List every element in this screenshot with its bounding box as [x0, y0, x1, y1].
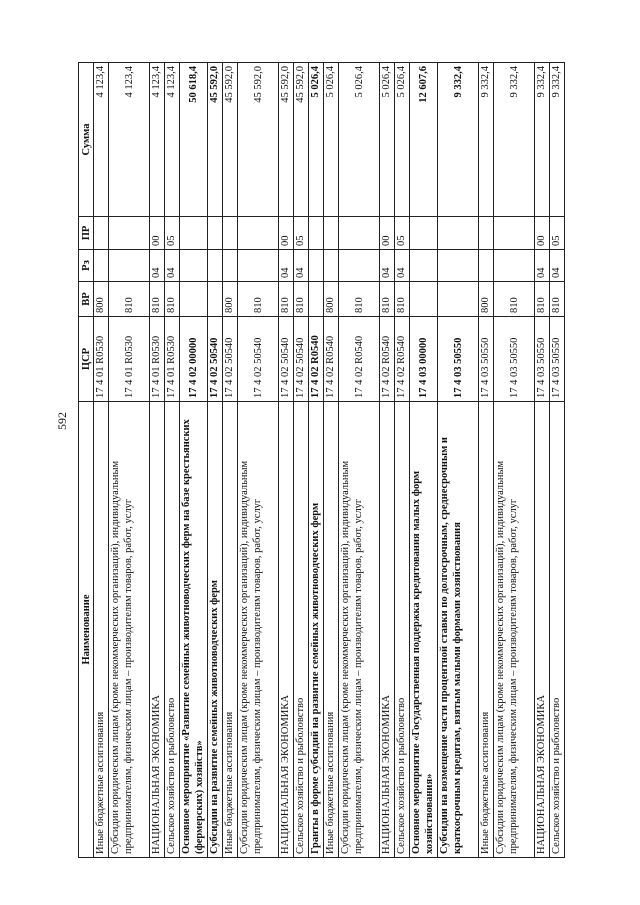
row-vr: 810: [395, 282, 410, 317]
row-csr: 17 4 02 50540: [294, 317, 309, 402]
rotated-table-container: [78, 63, 576, 858]
row-pr: 05: [395, 217, 410, 250]
row-name: Сельское хозяйство и рыболовство: [550, 402, 565, 858]
row-csr: 17 4 03 50550: [550, 317, 565, 402]
row-pr: [438, 217, 479, 250]
row-pr: 00: [380, 217, 395, 250]
row-sum: 9 332,4: [550, 63, 565, 217]
table-row: [180, 63, 208, 858]
table-row: [150, 63, 165, 858]
row-sum: 5 026,4: [324, 63, 339, 217]
table-row: [94, 63, 109, 858]
header-sum: Сумма: [79, 63, 94, 217]
row-pr: [109, 217, 150, 250]
row-name: Сельское хозяйство и рыболовство: [395, 402, 410, 858]
table-row: [438, 63, 479, 858]
row-rz: 04: [165, 250, 180, 282]
row-pr: [494, 217, 535, 250]
table-row: [410, 63, 438, 858]
row-rz: [109, 250, 150, 282]
row-csr: 17 4 02 R0540: [324, 317, 339, 402]
row-csr: 17 4 02 R0540: [395, 317, 410, 402]
row-pr: 05: [165, 217, 180, 250]
row-csr: 17 4 02 00000: [180, 317, 208, 402]
table-row: [479, 63, 494, 858]
row-pr: [180, 217, 208, 250]
row-pr: 05: [294, 217, 309, 250]
row-name: Сельское хозяйство и рыболовство: [294, 402, 309, 858]
row-rz: [324, 250, 339, 282]
row-csr: 17 4 03 50550: [479, 317, 494, 402]
row-csr: 17 4 02 50540: [223, 317, 238, 402]
row-sum: 9 332,4: [438, 63, 479, 217]
row-rz: [438, 250, 479, 282]
table-row: [109, 63, 150, 858]
row-sum: 50 618,4: [180, 63, 208, 217]
row-sum: 5 026,4: [380, 63, 395, 217]
header-vr: ВР: [79, 282, 94, 317]
row-pr: 05: [550, 217, 565, 250]
row-rz: 04: [535, 250, 550, 282]
row-csr: 17 4 02 R0540: [339, 317, 380, 402]
row-rz: [410, 250, 438, 282]
row-pr: [339, 217, 380, 250]
row-rz: 04: [550, 250, 565, 282]
row-sum: 4 123,4: [165, 63, 180, 217]
row-vr: [180, 282, 208, 317]
row-rz: 04: [294, 250, 309, 282]
row-vr: [309, 282, 324, 317]
row-sum: 5 026,4: [309, 63, 324, 217]
row-name: Субсидии на возмещение части процентной ставки по долгосрочным, среднесрочным и краткосрочным кредитам, взятым малыми формами хозяйствования: [438, 402, 479, 858]
table-row: [494, 63, 535, 858]
row-sum: 45 592,0: [238, 63, 279, 217]
row-vr: 810: [150, 282, 165, 317]
row-csr: 17 4 02 50540: [279, 317, 294, 402]
row-vr: 810: [279, 282, 294, 317]
row-name: НАЦИОНАЛЬНАЯ ЭКОНОМИКА: [380, 402, 395, 858]
row-vr: 810: [238, 282, 279, 317]
table-row: [294, 63, 309, 858]
table-body: [94, 63, 565, 858]
row-rz: [238, 250, 279, 282]
table-row: [309, 63, 324, 858]
row-name: НАЦИОНАЛЬНАЯ ЭКОНОМИКА: [279, 402, 294, 858]
table-row: [324, 63, 339, 858]
row-sum: 4 123,4: [94, 63, 109, 217]
row-sum: 4 123,4: [150, 63, 165, 217]
header-name: Наименование: [79, 402, 94, 858]
row-vr: [438, 282, 479, 317]
row-name: Гранты в форме субсидий на развитие семейных животноводческих ферм: [309, 402, 324, 858]
row-csr: 17 4 01 R0530: [94, 317, 109, 402]
row-name: Основное мероприятие «Развитие семейных животноводческих ферм на базе крестьянских (фермерских) хозяйств»: [180, 402, 208, 858]
row-sum: 9 332,4: [479, 63, 494, 217]
row-rz: [494, 250, 535, 282]
row-rz: [208, 250, 223, 282]
table-row: [395, 63, 410, 858]
row-vr: 810: [294, 282, 309, 317]
budget-table: [78, 62, 565, 858]
row-name: Иные бюджетные ассигнования: [324, 402, 339, 858]
row-pr: 00: [535, 217, 550, 250]
row-sum: 4 123,4: [109, 63, 150, 217]
row-name: Иные бюджетные ассигнования: [94, 402, 109, 858]
row-csr: 17 4 01 R0530: [165, 317, 180, 402]
row-pr: [223, 217, 238, 250]
row-name: Сельское хозяйство и рыболовство: [165, 402, 180, 858]
row-pr: 00: [150, 217, 165, 250]
row-pr: [309, 217, 324, 250]
row-pr: [94, 217, 109, 250]
row-rz: [223, 250, 238, 282]
table-row: [550, 63, 565, 858]
row-csr: 17 4 02 R0540: [309, 317, 324, 402]
row-sum: 5 026,4: [395, 63, 410, 217]
row-vr: 810: [535, 282, 550, 317]
table-row: [208, 63, 223, 858]
row-rz: [339, 250, 380, 282]
row-pr: 00: [279, 217, 294, 250]
row-name: Субсидии на развитие семейных животноводческих ферм: [208, 402, 223, 858]
page-number: 592: [55, 412, 69, 430]
row-csr: 17 4 02 50540: [238, 317, 279, 402]
row-name: НАЦИОНАЛЬНАЯ ЭКОНОМИКА: [150, 402, 165, 858]
row-csr: 17 4 03 00000: [410, 317, 438, 402]
row-name: Субсидии юридическим лицам (кроме некоммерческих организаций), индивидуальным предпринимателям, физическим лицам – производителям товаров, работ, услуг: [339, 402, 380, 858]
row-sum: 9 332,4: [494, 63, 535, 217]
table-header-row: [79, 63, 94, 858]
row-csr: 17 4 02 50540: [208, 317, 223, 402]
row-csr: 17 4 02 R0540: [380, 317, 395, 402]
row-name: НАЦИОНАЛЬНАЯ ЭКОНОМИКА: [535, 402, 550, 858]
row-rz: [479, 250, 494, 282]
table-row: [279, 63, 294, 858]
row-rz: [309, 250, 324, 282]
row-pr: [324, 217, 339, 250]
row-vr: 810: [165, 282, 180, 317]
row-sum: 45 592,0: [223, 63, 238, 217]
row-vr: 810: [494, 282, 535, 317]
row-sum: 45 592,0: [294, 63, 309, 217]
row-vr: 800: [94, 282, 109, 317]
row-rz: 04: [150, 250, 165, 282]
row-pr: [208, 217, 223, 250]
table-row: [380, 63, 395, 858]
row-sum: 9 332,4: [535, 63, 550, 217]
row-vr: [410, 282, 438, 317]
row-sum: 45 592,0: [208, 63, 223, 217]
row-csr: 17 4 03 50550: [535, 317, 550, 402]
row-name: Субсидии юридическим лицам (кроме некоммерческих организаций), индивидуальным предпринимателям, физическим лицам – производителям товаров, работ, услуг: [494, 402, 535, 858]
row-name: Субсидии юридическим лицам (кроме некоммерческих организаций), индивидуальным предпринимателям, физическим лицам – производителям товаров, работ, услуг: [109, 402, 150, 858]
row-csr: 17 4 01 R0530: [150, 317, 165, 402]
row-csr: 17 4 03 50550: [494, 317, 535, 402]
row-sum: 12 607,6: [410, 63, 438, 217]
table-row: [535, 63, 550, 858]
row-rz: 04: [380, 250, 395, 282]
row-sum: 5 026,4: [339, 63, 380, 217]
row-name: Основное мероприятие «Государственная поддержка кредитования малых форм хозяйствования»: [410, 402, 438, 858]
header-csr: ЦСР: [79, 317, 94, 402]
row-pr: [238, 217, 279, 250]
table-row: [223, 63, 238, 858]
header-pr: ПР: [79, 217, 94, 250]
row-csr: 17 4 03 50550: [438, 317, 479, 402]
row-rz: 04: [279, 250, 294, 282]
header-rz: Рз: [79, 250, 94, 282]
table-row: [165, 63, 180, 858]
row-vr: 810: [109, 282, 150, 317]
table-row: [339, 63, 380, 858]
row-vr: [208, 282, 223, 317]
table-row: [238, 63, 279, 858]
row-vr: 800: [324, 282, 339, 317]
row-name: Субсидии юридическим лицам (кроме некоммерческих организаций), индивидуальным предпринимателям, физическим лицам – производителям товаров, работ, услуг: [238, 402, 279, 858]
row-vr: 810: [380, 282, 395, 317]
row-csr: 17 4 01 R0530: [109, 317, 150, 402]
row-name: Иные бюджетные ассигнования: [223, 402, 238, 858]
row-rz: [180, 250, 208, 282]
row-name: Иные бюджетные ассигнования: [479, 402, 494, 858]
row-vr: 810: [550, 282, 565, 317]
row-pr: [479, 217, 494, 250]
row-vr: 800: [223, 282, 238, 317]
row-vr: 810: [339, 282, 380, 317]
row-pr: [410, 217, 438, 250]
row-rz: [94, 250, 109, 282]
row-sum: 45 592,0: [279, 63, 294, 217]
row-rz: 04: [395, 250, 410, 282]
row-vr: 800: [479, 282, 494, 317]
